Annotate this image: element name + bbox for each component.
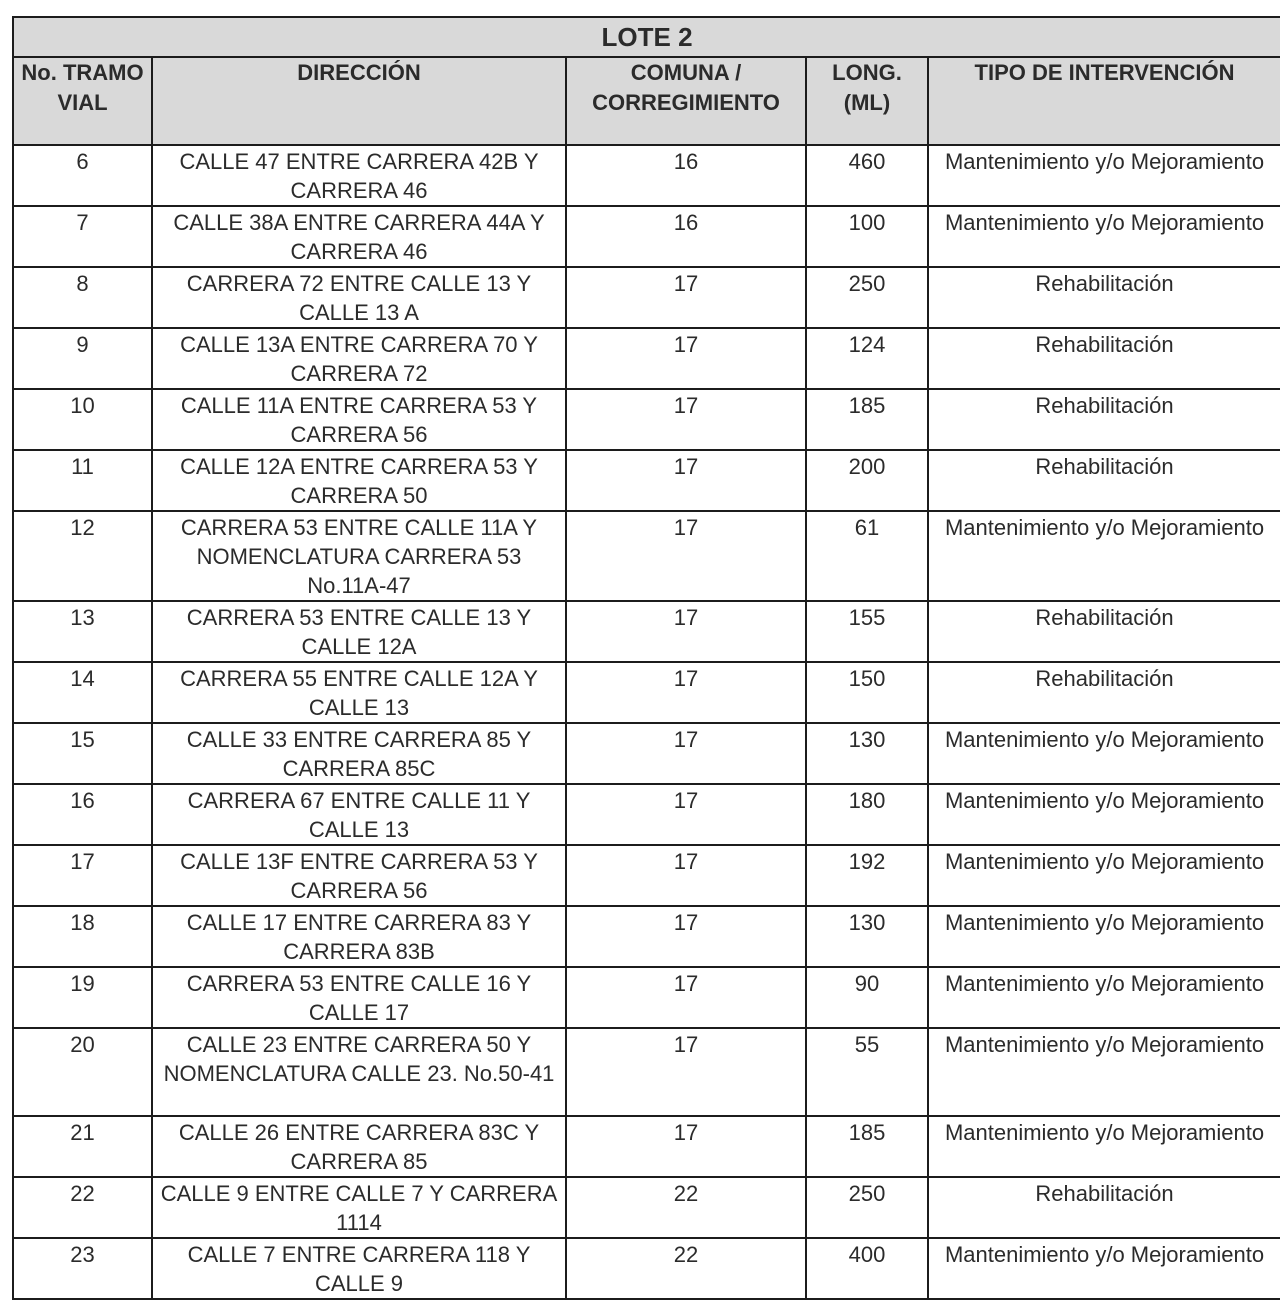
table-row [13,662,1280,723]
cell-no: 20 [13,1028,152,1116]
cell-comuna: 17 [566,450,806,511]
cell-tipo: Rehabilitación [928,450,1280,511]
cell-comuna: 17 [566,328,806,389]
cell-longitud: 90 [806,967,928,1028]
cell-tipo: Mantenimiento y/o Mejoramiento [928,1116,1280,1177]
cell-tipo: Rehabilitación [928,662,1280,723]
table-body [13,145,1280,1299]
document-table-container [12,16,1280,1300]
table-row [13,601,1280,662]
cell-longitud: 155 [806,601,928,662]
table-row [13,206,1280,267]
table-row [13,845,1280,906]
cell-tipo: Rehabilitación [928,389,1280,450]
cell-direccion: CARRERA 72 ENTRE CALLE 13 Y CALLE 13 A [152,267,566,328]
cell-tipo: Rehabilitación [928,267,1280,328]
header-comuna: COMUNA / CORREGIMIENTO [566,57,806,145]
cell-no: 22 [13,1177,152,1238]
cell-tipo: Mantenimiento y/o Mejoramiento [928,511,1280,601]
table-row [13,967,1280,1028]
cell-comuna: 17 [566,389,806,450]
cell-tipo: Mantenimiento y/o Mejoramiento [928,723,1280,784]
cell-direccion: CALLE 13F ENTRE CARRERA 53 Y CARRERA 56 [152,845,566,906]
cell-no: 7 [13,206,152,267]
cell-no: 11 [13,450,152,511]
cell-direccion: CALLE 23 ENTRE CARRERA 50 Y NOMENCLATURA CALLE 23. No.50-41 [152,1028,566,1116]
cell-tipo: Mantenimiento y/o Mejoramiento [928,784,1280,845]
cell-comuna: 17 [566,1028,806,1116]
table-row [13,511,1280,601]
table-row [13,906,1280,967]
table-row [13,723,1280,784]
cell-no: 6 [13,145,152,206]
cell-comuna: 16 [566,145,806,206]
cell-longitud: 61 [806,511,928,601]
cell-direccion: CALLE 11A ENTRE CARRERA 53 Y CARRERA 56 [152,389,566,450]
cell-comuna: 17 [566,784,806,845]
table-row [13,1028,1280,1116]
cell-no: 8 [13,267,152,328]
cell-direccion: CALLE 17 ENTRE CARRERA 83 Y CARRERA 83B [152,906,566,967]
table-row [13,328,1280,389]
table-row [13,1177,1280,1238]
cell-longitud: 250 [806,1177,928,1238]
table-row [13,784,1280,845]
cell-longitud: 100 [806,206,928,267]
cell-longitud: 185 [806,1116,928,1177]
cell-longitud: 192 [806,845,928,906]
cell-longitud: 150 [806,662,928,723]
cell-tipo: Mantenimiento y/o Mejoramiento [928,967,1280,1028]
cell-tipo: Mantenimiento y/o Mejoramiento [928,206,1280,267]
cell-longitud: 180 [806,784,928,845]
cell-comuna: 22 [566,1238,806,1299]
cell-no: 15 [13,723,152,784]
cell-longitud: 130 [806,723,928,784]
table-row [13,1116,1280,1177]
table-row [13,267,1280,328]
cell-longitud: 55 [806,1028,928,1116]
cell-no: 21 [13,1116,152,1177]
cell-comuna: 17 [566,967,806,1028]
cell-comuna: 17 [566,906,806,967]
cell-comuna: 17 [566,511,806,601]
cell-tipo: Mantenimiento y/o Mejoramiento [928,845,1280,906]
cell-tipo: Mantenimiento y/o Mejoramiento [928,1238,1280,1299]
cell-comuna: 17 [566,662,806,723]
cell-comuna: 16 [566,206,806,267]
cell-direccion: CALLE 38A ENTRE CARRERA 44A Y CARRERA 46 [152,206,566,267]
lote-table [12,16,1280,1300]
cell-tipo: Rehabilitación [928,1177,1280,1238]
cell-direccion: CARRERA 53 ENTRE CALLE 13 Y CALLE 12A [152,601,566,662]
cell-no: 14 [13,662,152,723]
table-row [13,389,1280,450]
cell-direccion: CARRERA 53 ENTRE CALLE 11A Y NOMENCLATURA CARRERA 53 No.11A-47 [152,511,566,601]
cell-direccion: CALLE 12A ENTRE CARRERA 53 Y CARRERA 50 [152,450,566,511]
table-row [13,1238,1280,1299]
cell-no: 13 [13,601,152,662]
cell-comuna: 17 [566,601,806,662]
cell-longitud: 124 [806,328,928,389]
table-row [13,145,1280,206]
cell-tipo: Rehabilitación [928,601,1280,662]
cell-tipo: Mantenimiento y/o Mejoramiento [928,906,1280,967]
cell-comuna: 22 [566,1177,806,1238]
header-direccion: DIRECCIÓN [152,57,566,145]
cell-comuna: 17 [566,267,806,328]
cell-longitud: 130 [806,906,928,967]
cell-longitud: 460 [806,145,928,206]
cell-no: 16 [13,784,152,845]
cell-no: 17 [13,845,152,906]
table-row [13,450,1280,511]
cell-no: 10 [13,389,152,450]
cell-direccion: CALLE 33 ENTRE CARRERA 85 Y CARRERA 85C [152,723,566,784]
cell-comuna: 17 [566,1116,806,1177]
cell-no: 19 [13,967,152,1028]
cell-direccion: CALLE 9 ENTRE CALLE 7 Y CARRERA 1114 [152,1177,566,1238]
cell-tipo: Rehabilitación [928,328,1280,389]
cell-direccion: CALLE 26 ENTRE CARRERA 83C Y CARRERA 85 [152,1116,566,1177]
cell-direccion: CARRERA 55 ENTRE CALLE 12A Y CALLE 13 [152,662,566,723]
cell-tipo: Mantenimiento y/o Mejoramiento [928,145,1280,206]
cell-longitud: 400 [806,1238,928,1299]
cell-comuna: 17 [566,723,806,784]
cell-tipo: Mantenimiento y/o Mejoramiento [928,1028,1280,1116]
cell-longitud: 185 [806,389,928,450]
header-longitud: LONG. (ML) [806,57,928,145]
cell-longitud: 250 [806,267,928,328]
cell-no: 18 [13,906,152,967]
cell-direccion: CARRERA 53 ENTRE CALLE 16 Y CALLE 17 [152,967,566,1028]
header-no-tramo-vial: No. TRAMO VIAL [13,57,152,145]
cell-direccion: CARRERA 67 ENTRE CALLE 11 Y CALLE 13 [152,784,566,845]
cell-longitud: 200 [806,450,928,511]
cell-no: 23 [13,1238,152,1299]
cell-direccion: CALLE 13A ENTRE CARRERA 70 Y CARRERA 72 [152,328,566,389]
cell-no: 12 [13,511,152,601]
table-title: LOTE 2 [13,17,1280,57]
header-tipo-intervencion: TIPO DE INTERVENCIÓN [928,57,1280,145]
cell-no: 9 [13,328,152,389]
cell-direccion: CALLE 7 ENTRE CARRERA 118 Y CALLE 9 [152,1238,566,1299]
cell-comuna: 17 [566,845,806,906]
cell-direccion: CALLE 47 ENTRE CARRERA 42B Y CARRERA 46 [152,145,566,206]
